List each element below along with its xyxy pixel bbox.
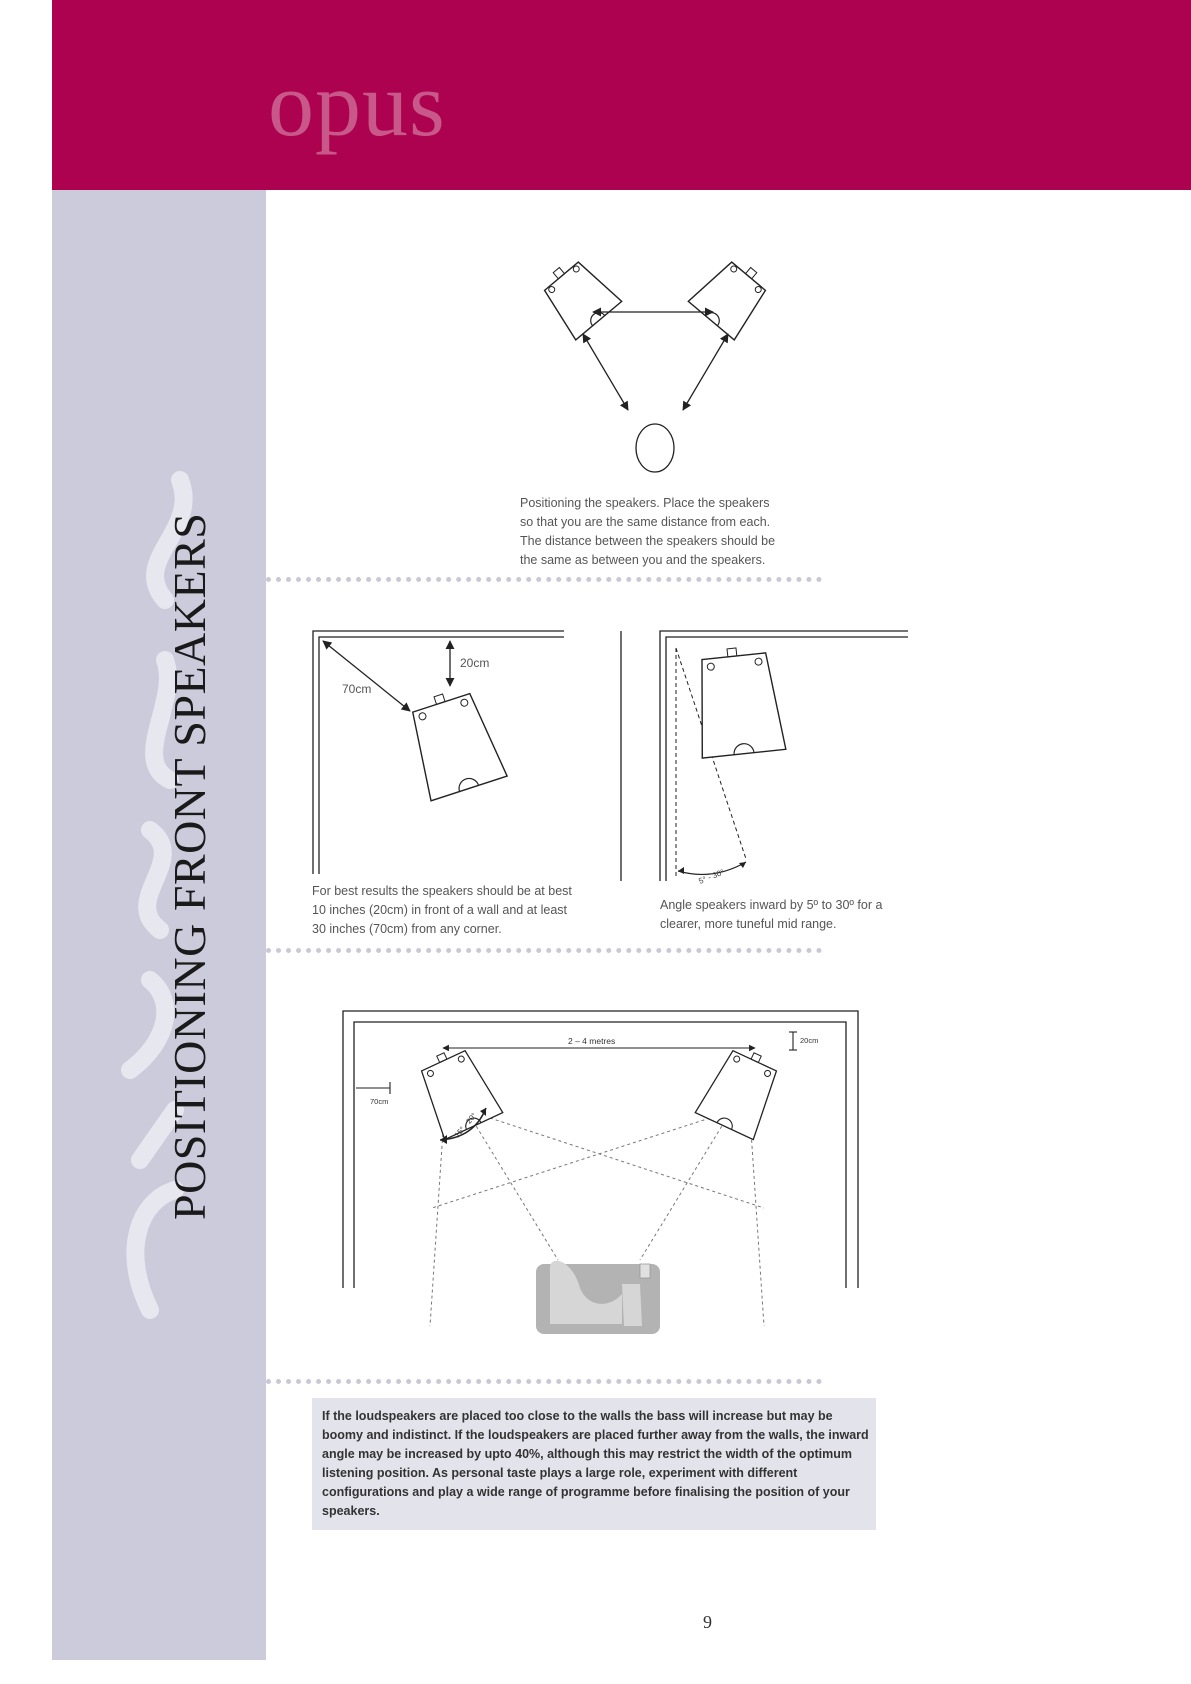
speaker-icon: [401, 683, 507, 801]
listener-chair-icon: [536, 1261, 660, 1334]
divider: [266, 948, 822, 953]
label-70cm: 70cm: [342, 682, 372, 696]
brand-logo: opus: [268, 53, 446, 155]
corner-diagram: [308, 626, 570, 876]
sidebar: [52, 190, 266, 1660]
page-number: 9: [703, 1612, 712, 1632]
header-band: [52, 0, 1191, 190]
speaker-left-icon: [533, 251, 621, 340]
speaker-right-icon: [695, 1041, 786, 1140]
speaker-left-icon: [411, 1041, 502, 1140]
divider: [266, 1379, 822, 1384]
label-distance: 2 – 4 metres: [568, 1036, 616, 1046]
speaker-right-icon: [688, 251, 776, 340]
corner-caption: For best results the speakers should be at best 10 inches (20cm) in front of a wall and at least 30 inches (70cm) from any corner.: [312, 884, 572, 936]
label-70cm: 70cm: [370, 1097, 389, 1106]
note-box: [312, 1398, 876, 1530]
note-text: If the loudspeakers are placed too close to the walls the bass will increase but may be boomy and indistinct. If the loudspeakers are placed further away from the walls, the inward angle may be increased by upto 40%, although this may restrict the width of the optimum listening position. As personal taste plays a large role, experiment with different configurations and play a wide range of programme before finalising the position of your speakers.: [322, 1409, 869, 1518]
label-angle: 5° - 30°: [697, 867, 726, 886]
label-20cm: 20cm: [800, 1036, 819, 1045]
listener-head-icon: [636, 424, 674, 472]
angle-caption: Angle speakers inward by 5º to 30º for a clearer, more tuneful mid range.: [660, 898, 883, 931]
triangle-diagram: [515, 250, 805, 480]
divider: [266, 577, 822, 582]
room-diagram: [340, 1008, 864, 1336]
label-angle: 15° - 20°: [452, 1111, 479, 1140]
label-20cm: 20cm: [460, 656, 490, 670]
speaker-icon: [691, 644, 786, 758]
angle-diagram: [618, 626, 908, 888]
section-title: POSITIONING FRONT SPEAKERS: [164, 512, 215, 1220]
triangle-caption: Positioning the speakers. Place the speakers so that you are the same distance from each. The distance between the speakers should be the same as between you and the speakers.: [520, 496, 776, 567]
